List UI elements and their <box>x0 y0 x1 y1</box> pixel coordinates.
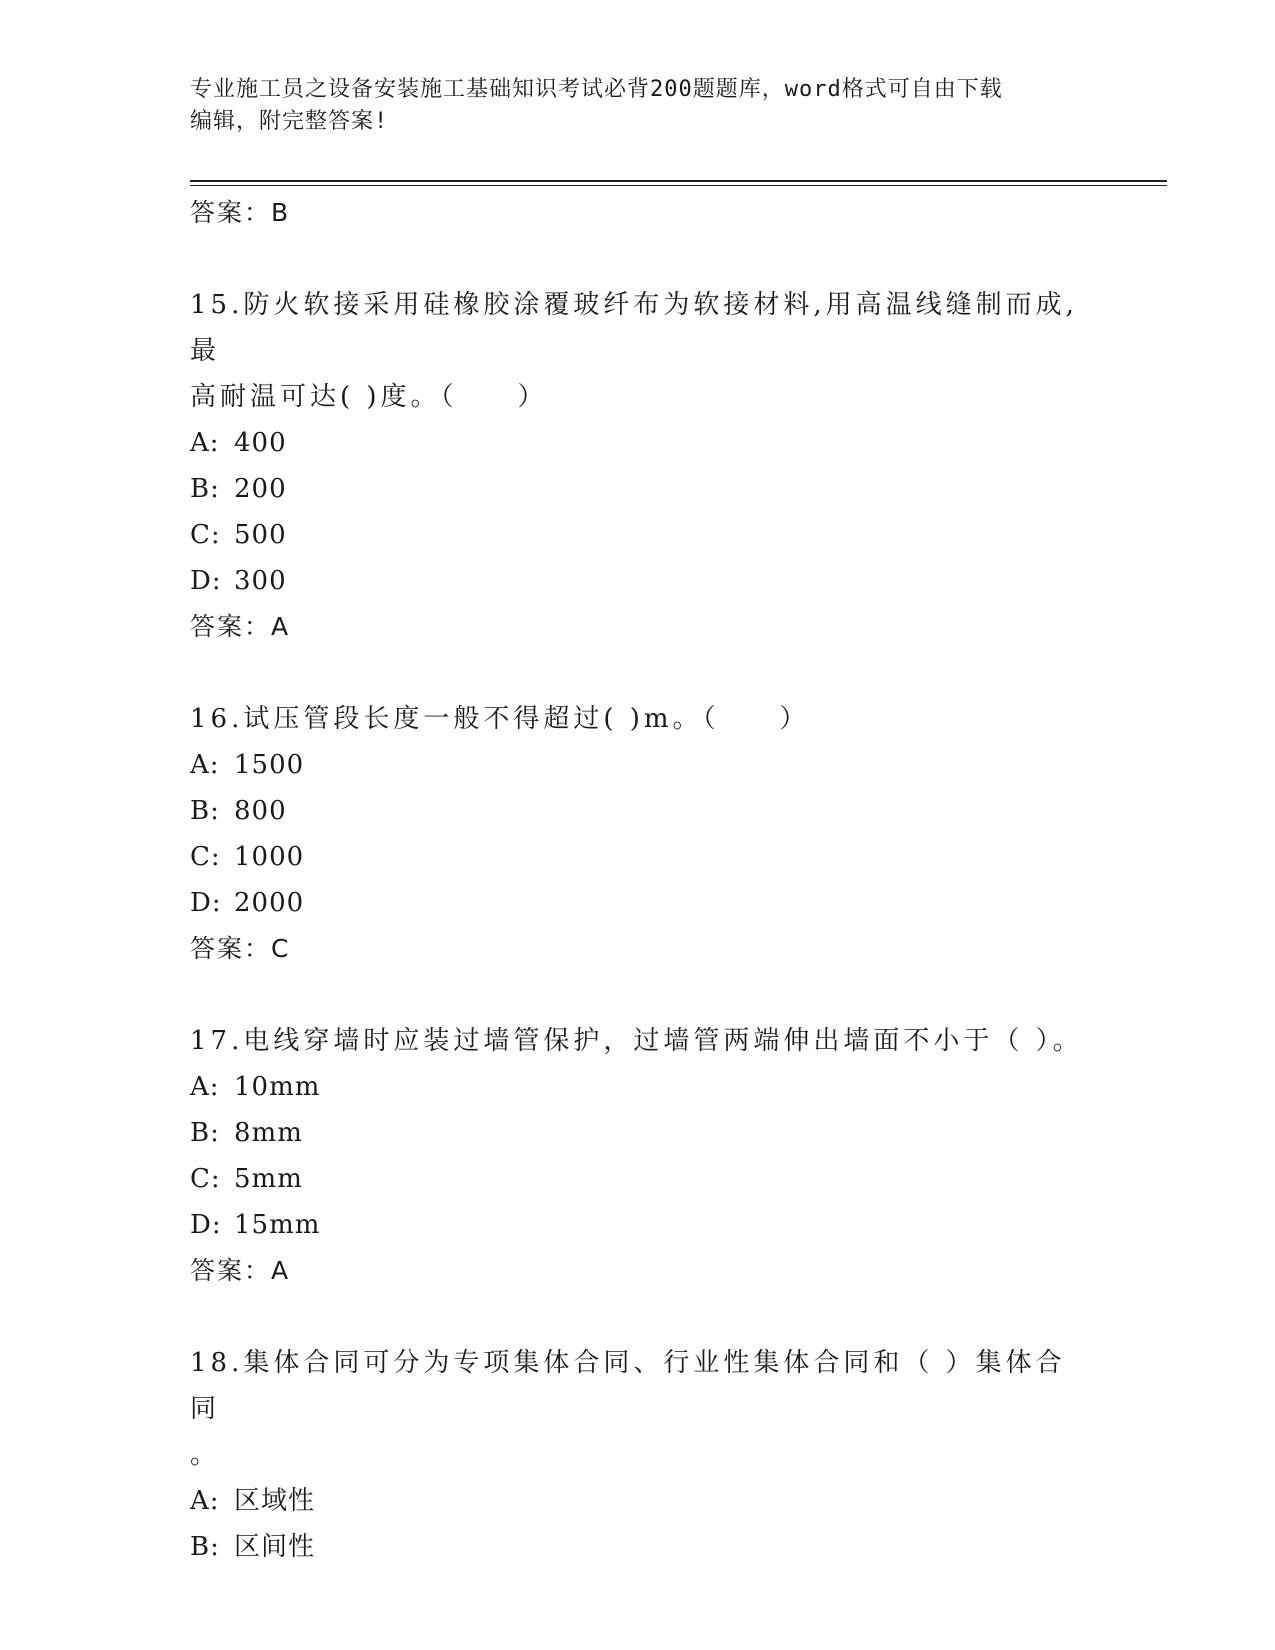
question-list <box>190 190 1090 1570</box>
option-item <box>190 742 1090 788</box>
header-divider-thin <box>190 185 1167 186</box>
option-item <box>190 420 1090 466</box>
option-item <box>190 1202 1090 1248</box>
option-label: B: <box>190 1532 220 1562</box>
answer-line: 答案：B <box>190 198 291 227</box>
option-text: 10mm <box>234 1072 321 1102</box>
answer-line: 答案：A <box>190 1256 291 1285</box>
option-label: A: <box>190 750 220 780</box>
question-stem-line: 高耐温可达( )度。（ ） <box>190 382 548 412</box>
option-label: B: <box>190 1118 220 1148</box>
answer-line: 答案：A <box>190 612 291 641</box>
question-block <box>190 1340 1090 1570</box>
option-item <box>190 512 1090 558</box>
option-label: B: <box>190 796 220 826</box>
option-item <box>190 466 1090 512</box>
question-block <box>190 282 1090 650</box>
option-text: 400 <box>234 428 287 458</box>
option-item <box>190 788 1090 834</box>
option-label: D: <box>190 566 222 596</box>
header-line-2: 编辑，附完整答案! <box>190 109 389 134</box>
option-item <box>190 1110 1090 1156</box>
option-label: D: <box>190 1210 222 1240</box>
option-item <box>190 880 1090 926</box>
option-text: 200 <box>234 474 287 504</box>
option-item <box>190 1156 1090 1202</box>
question-block <box>190 1018 1090 1294</box>
option-item <box>190 558 1090 604</box>
option-text: 区间性 <box>234 1532 316 1562</box>
question-block <box>190 696 1090 972</box>
option-item <box>190 1478 1090 1524</box>
option-text: 1500 <box>234 750 305 780</box>
option-label: C: <box>190 1164 221 1194</box>
question-stem-line: 。 <box>190 1440 221 1470</box>
header-line-1: 专业施工员之设备安装施工基础知识考试必背200题题库，word格式可自由下载 <box>190 77 1003 102</box>
question-stem-line: 17.电线穿墙时应装过墙管保护，过墙管两端伸出墙面不小于（ ）。 <box>190 1026 1083 1056</box>
question-stem-line: 18.集体合同可分为专项集体合同、行业性集体合同和（ ）集体合同 <box>190 1348 1066 1424</box>
page-header <box>190 74 1090 138</box>
option-text: 5mm <box>234 1164 303 1194</box>
question-stem-line: 16.试压管段长度一般不得超过( )m。（ ） <box>190 704 810 734</box>
option-label: D: <box>190 888 222 918</box>
question-stem-line: 15.防火软接采用硅橡胶涂覆玻纤布为软接材料,用高温线缝制而成,最 <box>190 290 1078 366</box>
option-text: 500 <box>234 520 287 550</box>
option-label: A: <box>190 1072 220 1102</box>
option-text: 2000 <box>234 888 305 918</box>
option-label: B: <box>190 474 220 504</box>
option-label: A: <box>190 1486 220 1516</box>
answer-line: 答案：C <box>190 934 291 963</box>
option-item <box>190 1524 1090 1570</box>
option-label: A: <box>190 428 220 458</box>
option-text: 800 <box>234 796 287 826</box>
option-text: 15mm <box>234 1210 321 1240</box>
option-text: 300 <box>234 566 287 596</box>
option-item <box>190 834 1090 880</box>
option-text: 区域性 <box>234 1486 316 1516</box>
option-text: 8mm <box>234 1118 303 1148</box>
option-label: C: <box>190 520 221 550</box>
option-label: C: <box>190 842 221 872</box>
header-divider <box>190 180 1167 182</box>
option-text: 1000 <box>234 842 305 872</box>
option-item <box>190 1064 1090 1110</box>
